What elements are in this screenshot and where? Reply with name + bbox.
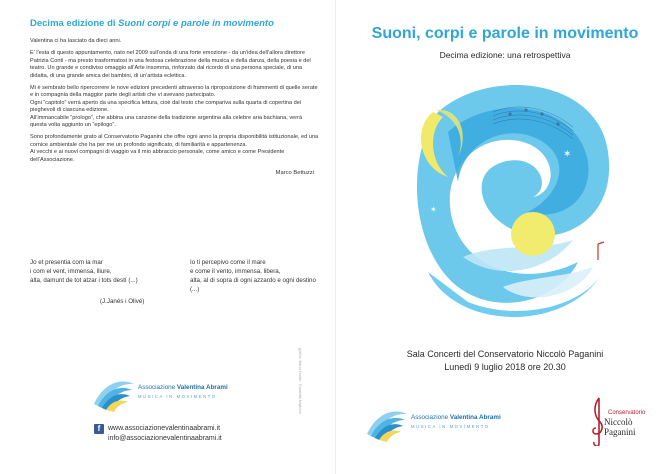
poem-line — [30, 276, 320, 294]
paragraph: E’ l’esta di questo appuntamento, nato nel 2009 sull’onda di una forte emozione - da un’idea dell’allora direttore Patrizia Conti - ma presto trasformatosi in una festosa celebrazione della musica e della danza, della poesia e del teatro. Un grande e condiviso omaggio all’Arte insomma, rinforzato dal ricordo di una persona speciale, di una didatta, di una grande amica dei bambini, di un’artista eclettica. — [30, 50, 311, 79]
paragraph: Valentina ci ha lasciato da dieci anni. — [30, 38, 122, 44]
paragraph: Ai vecchi e ai nuovi compagni di viaggio va il mio abbraccio personale, come amico e come Presidente dell’Associazione. — [30, 149, 285, 163]
email-link[interactable]: info@associazionevalentinaabrami.it — [108, 435, 222, 442]
title-italic: Suoni corpi e parole in movimento — [118, 18, 274, 29]
contact-block — [94, 424, 222, 444]
venue-block — [355, 348, 655, 374]
logo-tagline: MUSICA IN MOVIMENTO — [411, 424, 490, 429]
sun — [511, 212, 555, 256]
facebook-icon[interactable]: f — [94, 424, 104, 434]
logo-name-prefix: Associazione — [411, 414, 450, 421]
conservatory-name-1: Niccolò — [604, 417, 633, 427]
red-note — [598, 242, 604, 260]
poem-line — [30, 267, 320, 276]
paragraph: Ogni “capitolo” verrà aperto da una specifica lettura, cioè dal testo che compariva sulla quarta di copertina dei pieghevoli di ciascuna edizione. — [30, 99, 302, 114]
email-row — [94, 434, 222, 444]
logo-name — [411, 414, 501, 421]
fold-line — [335, 0, 336, 474]
paragraph: Sono profondamente grato al Conservatorio Paganini che offre ogni anno la propria disponibilità istituzionale, ed una cornice ambientale che ha per me un profondo significato, di familiarità e appartenenza. — [30, 134, 319, 148]
conservatory-logo — [590, 394, 652, 448]
left-page-title — [30, 18, 320, 29]
venue-line: Sala Concerti del Conservatorio Niccolò Paganini — [406, 349, 604, 359]
logo-name-bold: Valentina Abrami — [449, 414, 501, 421]
mail-icon — [94, 434, 104, 444]
logo-name-bold: Valentina Abrami — [176, 384, 228, 391]
wave-logo-icon — [92, 374, 136, 414]
conservatory-label: Conservatorio — [608, 410, 646, 416]
svg-text:✶: ✶ — [430, 205, 437, 214]
logo-name — [138, 384, 228, 391]
cover-illustration — [408, 72, 618, 344]
signature: Marco Bettuzzi — [275, 170, 314, 177]
poem-line — [30, 258, 320, 267]
cover-title: Suoni, corpi e parole in movimento — [371, 25, 639, 42]
poem-translation: alta, al di sopra di ogni azzardo e ogni destino (...) — [190, 277, 316, 293]
poem — [30, 258, 320, 294]
poem-translation: Io ti percepivo come il mare — [190, 259, 266, 266]
paragraph: All’immancabile “prologo”, che abbina una canzone della tradizione argentina alla celebre aria bachiana, verrà questa volta aggiunto un “epilogo”. — [30, 114, 303, 129]
wave-logo-icon — [365, 404, 409, 444]
title-plain: Decima edizione di — [30, 18, 119, 29]
date-line: Lunedì 9 luglio 2018 ore 20.30 — [444, 362, 566, 372]
graphics-credit: grafica: Marco Nocito · Rosaletta Migliorini — [298, 348, 302, 414]
logo-name-prefix: Associazione — [138, 384, 177, 391]
association-logo — [92, 374, 242, 414]
association-logo-cover — [365, 404, 515, 444]
poem-author: (J.Janés i Olivé) — [100, 298, 145, 305]
website-row — [94, 424, 222, 434]
poem-original: i com el vent, immensa, lliure, — [30, 268, 112, 275]
paragraph: Mi è sembrato bello ripercorrere le nove edizioni precedenti attraverso la riproposizione di frammenti di quelle serate e in compagnia della maggior parte degli artisti che vi avevano partecipato. — [30, 85, 318, 99]
poem-original: Jo et presentia com la mar — [30, 259, 103, 266]
website-link[interactable]: www.associazionevalentinaabrami.it — [108, 425, 221, 432]
logo-tagline: MUSICA IN MOVIMENTO — [138, 394, 217, 399]
poem-translation: e come il vento, immensa, libera, — [190, 268, 281, 275]
poem-original: alta, damunt de tot atzar i tots destí (...) — [30, 277, 138, 284]
svg-text:✶: ✶ — [563, 149, 572, 160]
conservatory-name-2: Paganini — [604, 427, 636, 437]
left-page-text — [30, 18, 320, 176]
cover-subtitle: Decima edizione: una retrospettiva — [439, 50, 571, 60]
